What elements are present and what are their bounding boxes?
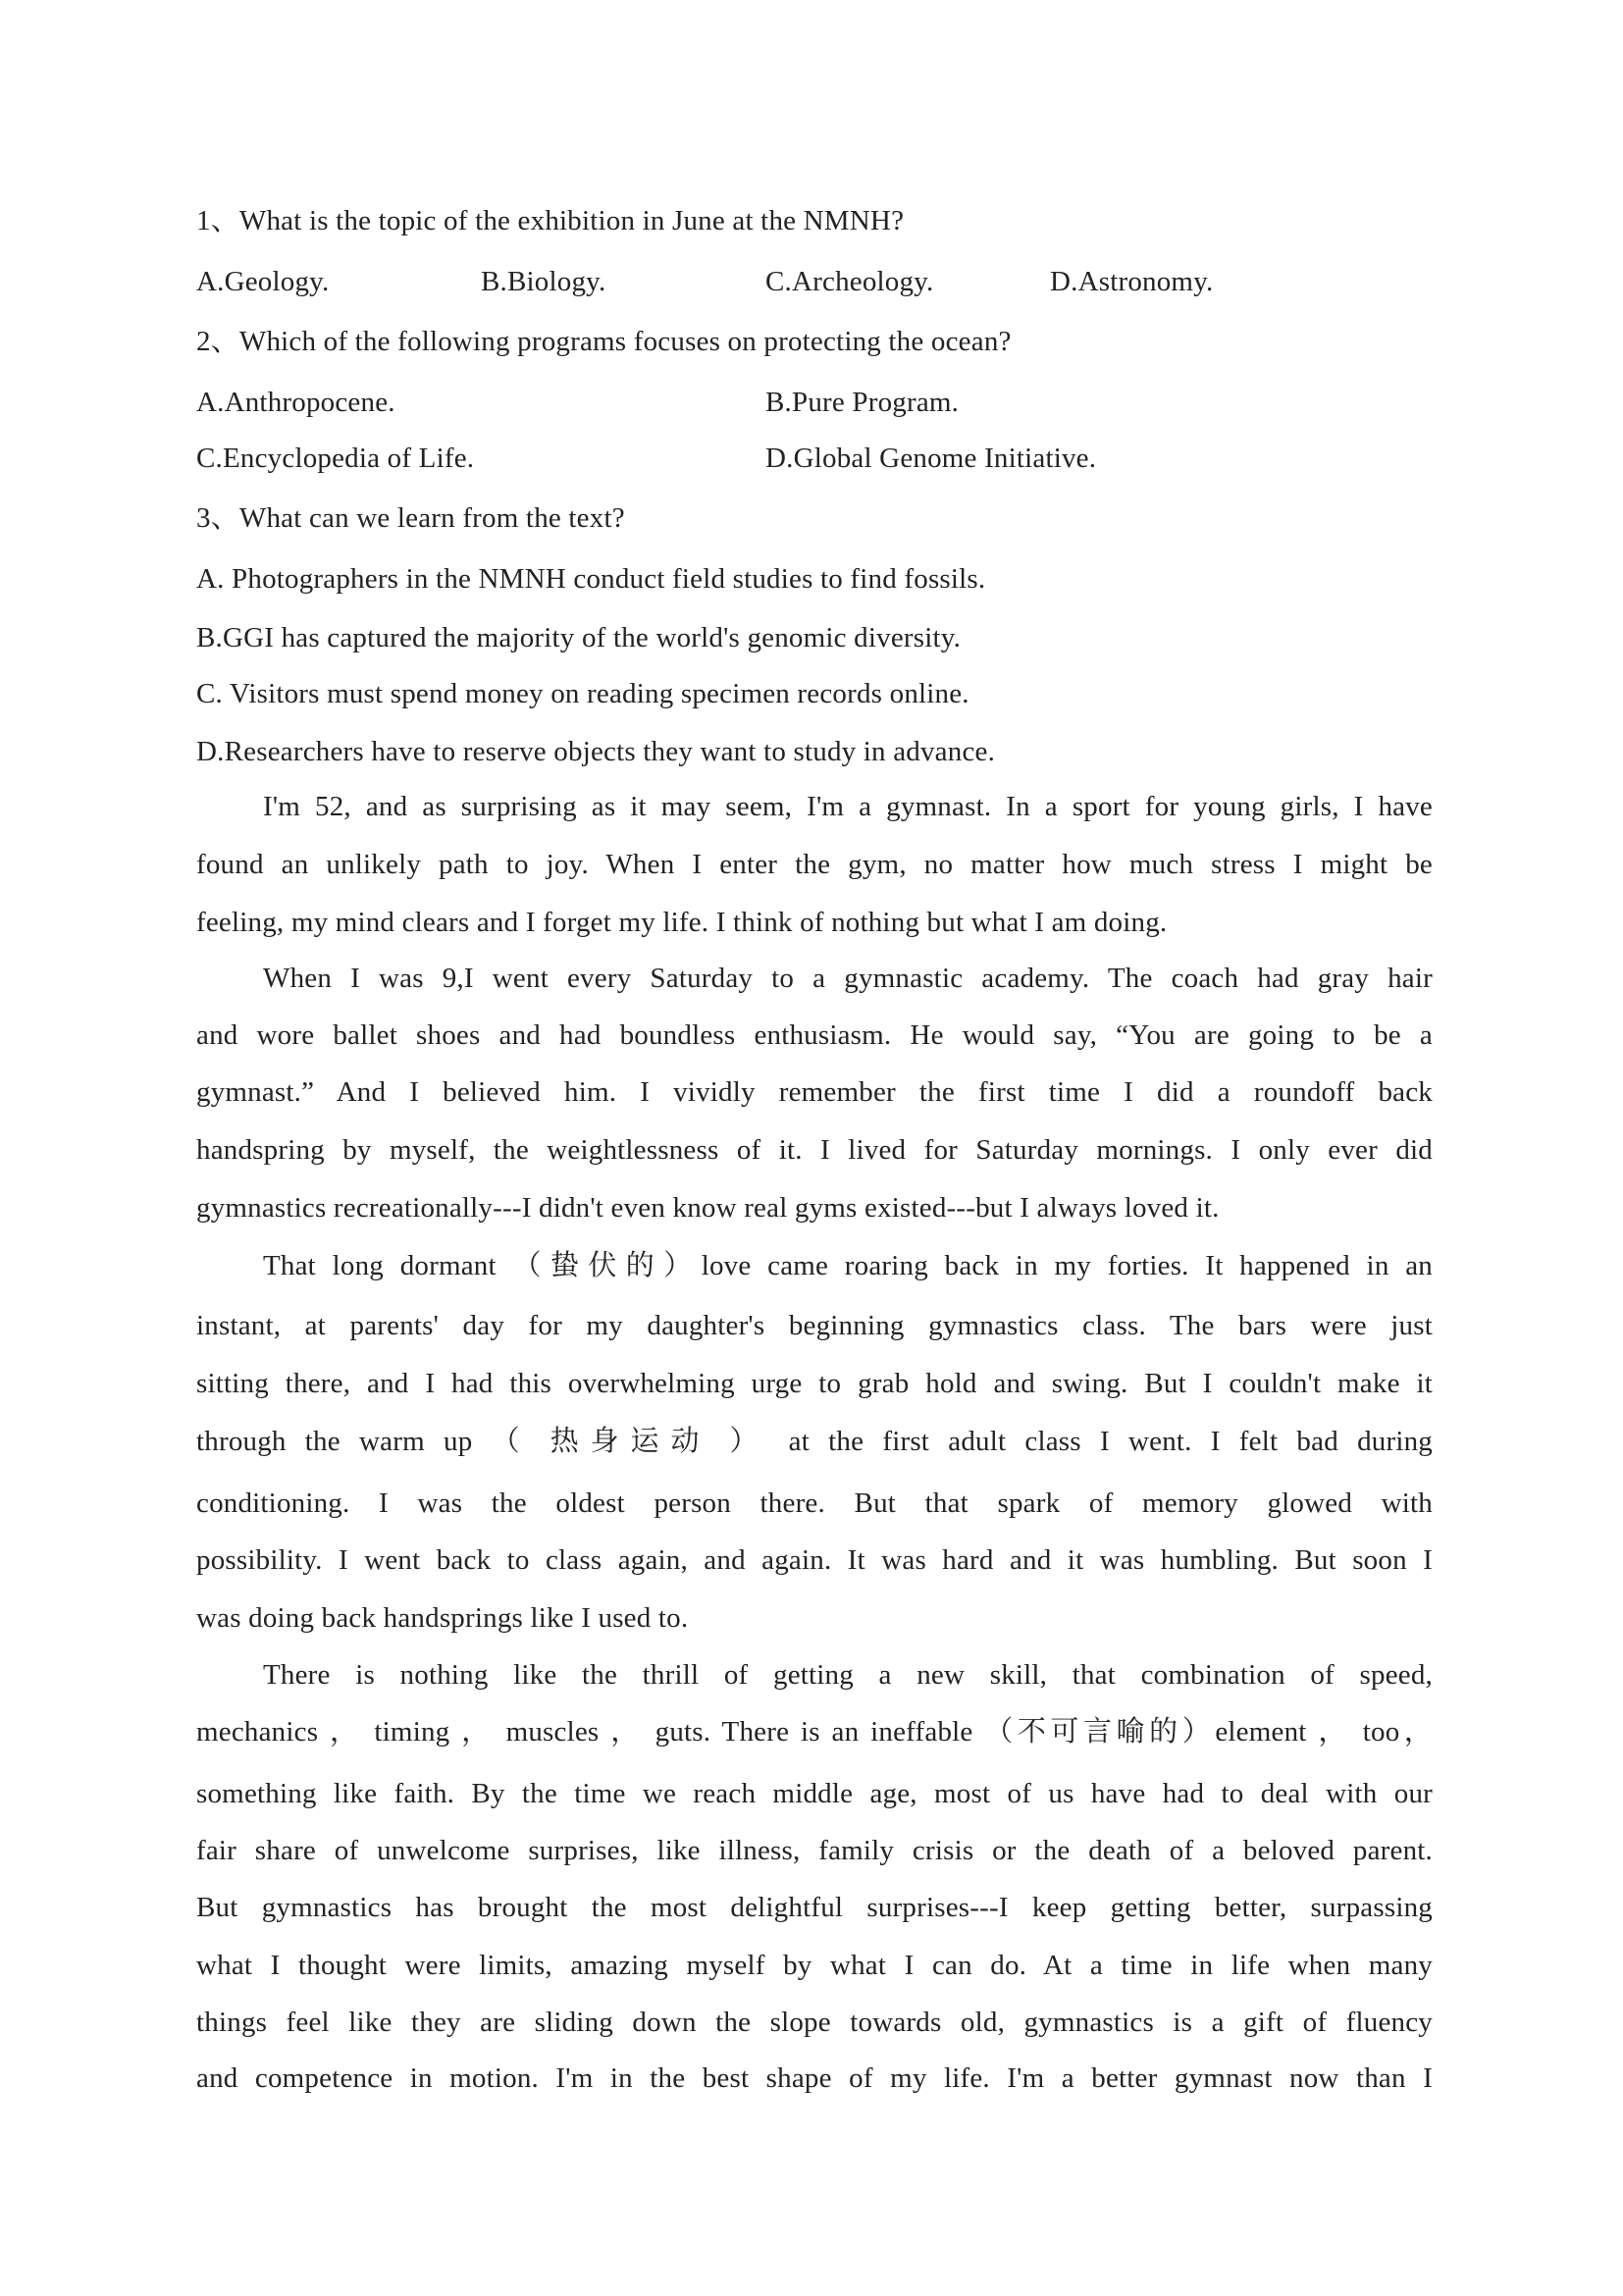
- question-2-stem: 2、Which of the following programs focuses on protecting the ocean?: [196, 326, 1012, 357]
- passage-line: gymnast.” And I believed him. I vividly remember the first time I did a roundoff back: [196, 1076, 1433, 1108]
- passage-line: things feel like they are sliding down the slope towards old, gymnastics is a gift of fluency: [196, 2007, 1433, 2038]
- passage-line: instant, at parents' day for my daughter's beginning gymnastics class. The bars were just: [196, 1310, 1433, 1341]
- question-2-option-d: D.Global Genome Initiative.: [765, 443, 1097, 474]
- passage-line: possibility. I went back to class again, and again. It was hard and it was humbling. But soon I: [196, 1544, 1433, 1576]
- passage-line: was doing back handsprings like I used to.: [196, 1602, 689, 1634]
- passage-line: feeling, my mind clears and I forget my life. I think of nothing but what I am doing.: [196, 907, 1168, 938]
- passage-line: conditioning. I was the oldest person there. But that spark of memory glowed with: [196, 1487, 1433, 1519]
- passage-line: There is nothing like the thrill of getting a new skill, that combination of speed,: [263, 1659, 1433, 1691]
- passage-line: found an unlikely path to joy. When I enter the gym, no matter how much stress I might be: [196, 849, 1433, 880]
- passage-line: gymnastics recreationally---I didn't even know real gyms existed---but I always loved it.: [196, 1192, 1220, 1224]
- question-1-stem: 1、What is the topic of the exhibition in June at the NMNH?: [196, 205, 905, 236]
- passage-line: what I thought were limits, amazing myself by what I can do. At a time in life when many: [196, 1950, 1433, 1981]
- question-3-option-a: A. Photographers in the NMNH conduct field studies to find fossils.: [196, 563, 986, 595]
- passage-line: and wore ballet shoes and had boundless enthusiasm. He would say, “You are going to be a: [196, 1019, 1433, 1051]
- question-3-stem: 3、What can we learn from the text?: [196, 502, 625, 534]
- question-1-option-d: D.Astronomy.: [1050, 266, 1214, 297]
- passage-line: But gymnastics has brought the most delightful surprises---I keep getting better, surpassing: [196, 1892, 1433, 1923]
- question-1-option-c: C.Archeology.: [765, 266, 934, 297]
- question-3-option-b: B.GGI has captured the majority of the world's genomic diversity.: [196, 622, 962, 653]
- passage-line: sitting there, and I had this overwhelming urge to grab hold and swing. But I couldn't make it: [196, 1368, 1433, 1399]
- passage-line: I'm 52, and as surprising as it may seem, I'm a gymnast. In a sport for young girls, I have: [263, 791, 1433, 822]
- passage-line: through the warm up （ 热身运动 ） at the first adult class I went. I felt bad during: [196, 1426, 1433, 1457]
- question-1-option-a: A.Geology.: [196, 266, 330, 297]
- passage-line: handspring by myself, the weightlessness of it. I lived for Saturday mornings. I only ever did: [196, 1134, 1433, 1166]
- question-2-option-b: B.Pure Program.: [765, 387, 960, 418]
- question-1-option-b: B.Biology.: [481, 266, 606, 297]
- passage-line: and competence in motion. I'm in the best shape of my life. I'm a better gymnast now than I: [196, 2062, 1433, 2094]
- passage-line: That long dormant （蛰伏的）love came roaring back in my forties. It happened in an: [263, 1250, 1433, 1281]
- question-3-option-d: D.Researchers have to reserve objects they want to study in advance.: [196, 736, 996, 767]
- passage-line: When I was 9,I went every Saturday to a gymnastic academy. The coach had gray hair: [263, 963, 1433, 994]
- passage-line: something like faith. By the time we reach middle age, most of us have had to deal with our: [196, 1778, 1433, 1809]
- question-3-option-c: C. Visitors must spend money on reading specimen records online.: [196, 678, 969, 709]
- passage-line: fair share of unwelcome surprises, like illness, family crisis or the death of a beloved parent.: [196, 1835, 1433, 1866]
- passage-line: mechanics ， timing ， muscles ， guts. There is an ineffable （不可言喻的）element ， too，: [196, 1716, 1433, 1748]
- question-2-option-a: A.Anthropocene.: [196, 387, 395, 418]
- question-2-option-c: C.Encyclopedia of Life.: [196, 443, 475, 474]
